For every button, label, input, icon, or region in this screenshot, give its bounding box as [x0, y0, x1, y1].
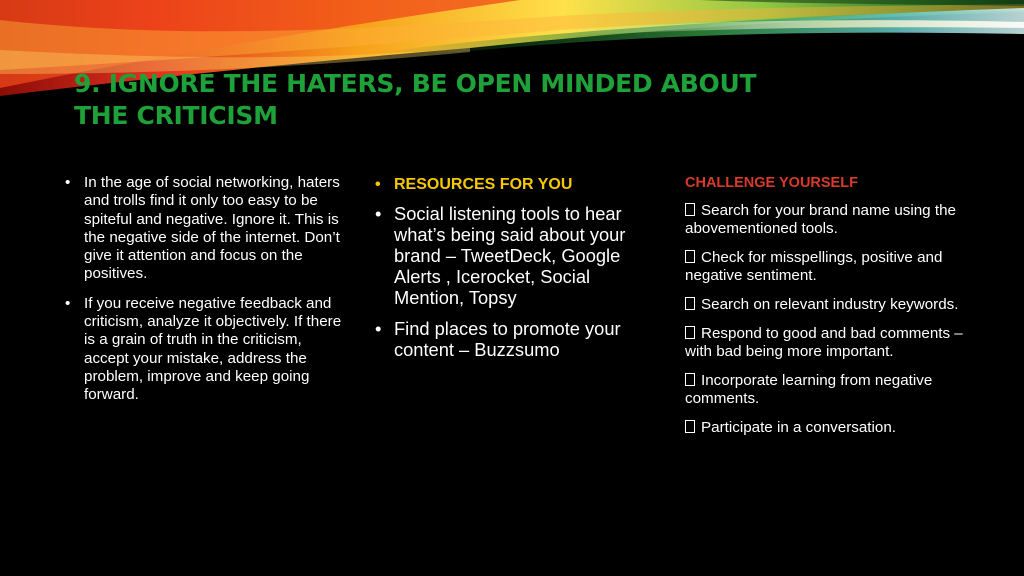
challenge-item-2 [685, 249, 970, 285]
left-bullet-2: • If you receive negative feedback and criticism, analyze it objectively. If there is a grain of truth in the criticism, accept your mistake, address the problem, improve and keep going forward. [62, 295, 347, 405]
right-column [685, 174, 970, 448]
checkbox-square-icon [685, 203, 695, 216]
middle-bullet-1: • Social listening tools to hear what’s being said about your brand – TweetDeck, Google Alerts , Icerocket, Social Mention, Topsy [372, 203, 657, 308]
slide-title [74, 68, 834, 132]
left-column [62, 174, 347, 416]
checkbox-square-icon [685, 250, 695, 263]
challenge-item-text: Search on relevant industry keywords. [701, 296, 959, 313]
challenge-item-text: Incorporate learning from negative comments. [685, 372, 933, 407]
challenge-item-text: Search for your brand name using the abovementioned tools. [685, 202, 956, 237]
checkbox-square-icon [685, 420, 695, 433]
challenge-item-6 [685, 419, 970, 437]
checkbox-square-icon [685, 297, 695, 310]
middle-column [372, 174, 657, 370]
left-bullet-list [62, 174, 347, 405]
resources-heading: • RESOURCES FOR YOU [372, 174, 657, 195]
middle-bullet-2: • Find places to promote your content – Buzzsumo [372, 318, 657, 360]
checkbox-square-icon [685, 373, 695, 386]
challenge-item-1 [685, 202, 970, 238]
challenge-item-5 [685, 372, 970, 408]
challenge-item-text: Participate in a conversation. [701, 419, 897, 436]
challenge-item-3 [685, 296, 970, 314]
challenge-item-text: Respond to good and bad comments – with bad being more important. [685, 325, 963, 360]
challenge-item-text: Check for misspellings, positive and negative sentiment. [685, 249, 943, 284]
middle-bullet-list [372, 174, 657, 360]
slide-title-line-2: THE CRITICISM [74, 101, 278, 130]
left-bullet-1: • In the age of social networking, haters and trolls find it only too easy to be spiteful and negative. Ignore it. This is the negative side of the internet. Don’t give it attention and focus on the positives. [62, 174, 347, 284]
challenge-heading: CHALLENGE YOURSELF [685, 175, 858, 191]
slide-title-line-1: 9. IGNORE THE HATERS, BE OPEN MINDED ABOUT [74, 69, 757, 98]
challenge-item-4 [685, 325, 970, 361]
checkbox-square-icon [685, 326, 695, 339]
